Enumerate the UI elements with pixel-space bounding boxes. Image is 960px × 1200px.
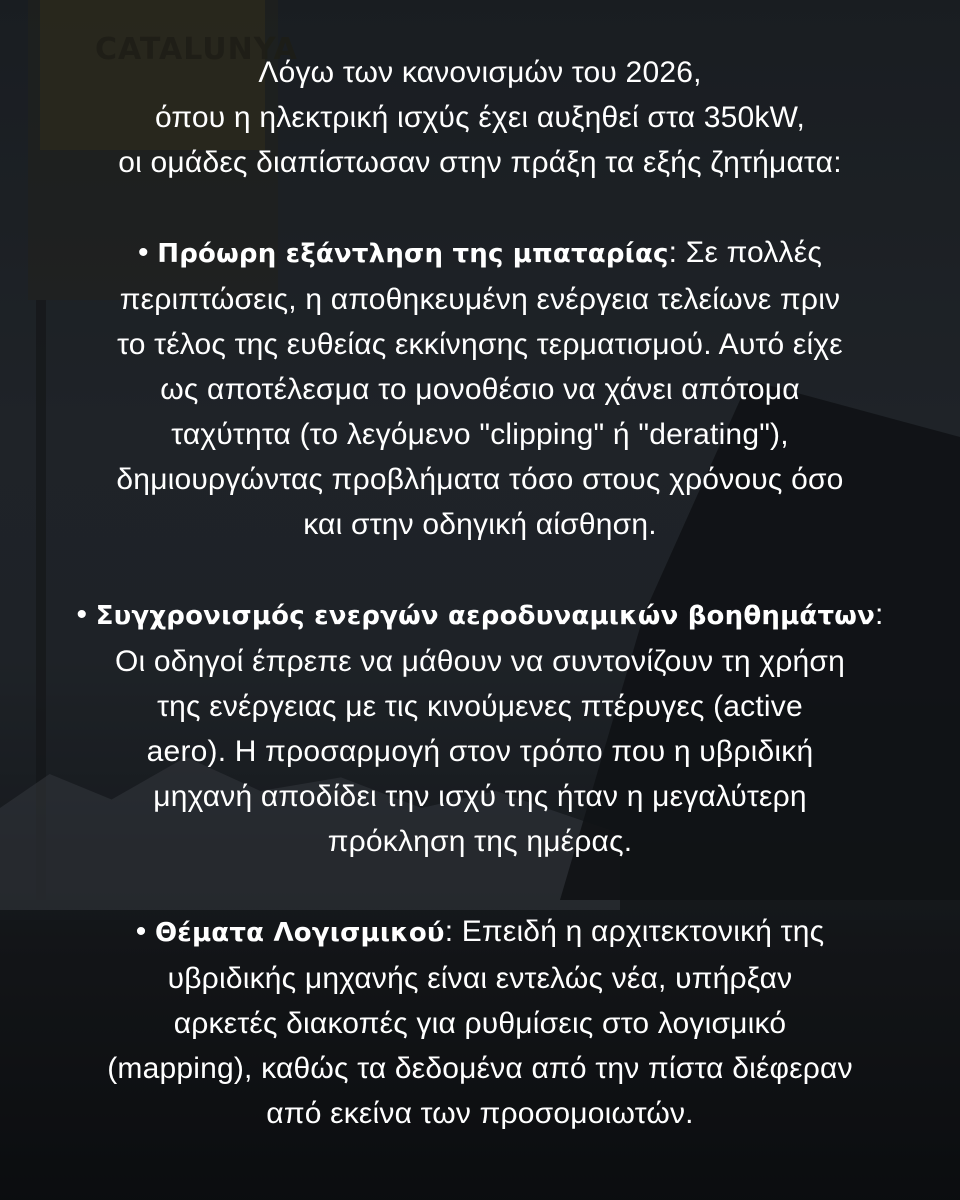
bullet: •	[76, 598, 96, 631]
text-content	[40, 50, 920, 1136]
point-title: Συγχρονισμός ενεργών αεροδυναμικών βοηθημάτων	[95, 601, 875, 631]
bullet: •	[138, 236, 158, 269]
point-body: : Επειδή η αρχιτεκτονική της υβριδικής μηχανής είναι εντελώς νέα, υπήρξαν αρκετές διακοπές για ρυθμίσεις στο λογισμικό (mapping), καθώς τα δεδομένα από την πίστα διέφεραν από εκείνα των προσομοιωτών.	[107, 915, 853, 1130]
point-battery-depletion	[40, 230, 920, 547]
intro-paragraph: Λόγω των κανονισμών του 2026, όπου η ηλεκτρική ισχύς έχει αυξηθεί στα 350kW, οι ομάδες διαπίστωσαν στην πράξη τα εξής ζητήματα:	[118, 56, 842, 179]
background-sign-text: CATALUNYA	[95, 32, 298, 67]
point-body: : Οι οδηγοί έπρεπε να μάθουν να συντονίζουν τη χρήση της ενέργειας με τις κινούμενες πτέρυγες (active aero). Η προσαρμογή στον τρόπο που η υβριδική μηχανή αποδίδει την ισχύ της ήταν η μεγαλύτερη πρόκληση της ημέρας.	[114, 598, 884, 858]
bullet: •	[135, 915, 155, 948]
point-title: Θέματα Λογισμικού	[154, 918, 445, 948]
point-body: : Σε πολλές περιπτώσεις, η αποθηκευμένη ενέργεια τελείωνε πριν το τέλος της ευθείας εκκίνησης τερματισμού. Αυτό είχε ως αποτέλεσμα το μονοθέσιο να χάνει απότομα ταχύτητα (το λεγόμενο "clipping" ή "derating"), δημιουργώντας προβλήματα τόσο στους χρόνους όσο και στην οδηγική αίσθηση.	[116, 236, 844, 541]
point-active-aero-sync	[40, 592, 920, 864]
point-software-issues	[40, 909, 920, 1136]
point-title: Πρόωρη εξάντληση της μπαταρίας	[157, 239, 669, 269]
